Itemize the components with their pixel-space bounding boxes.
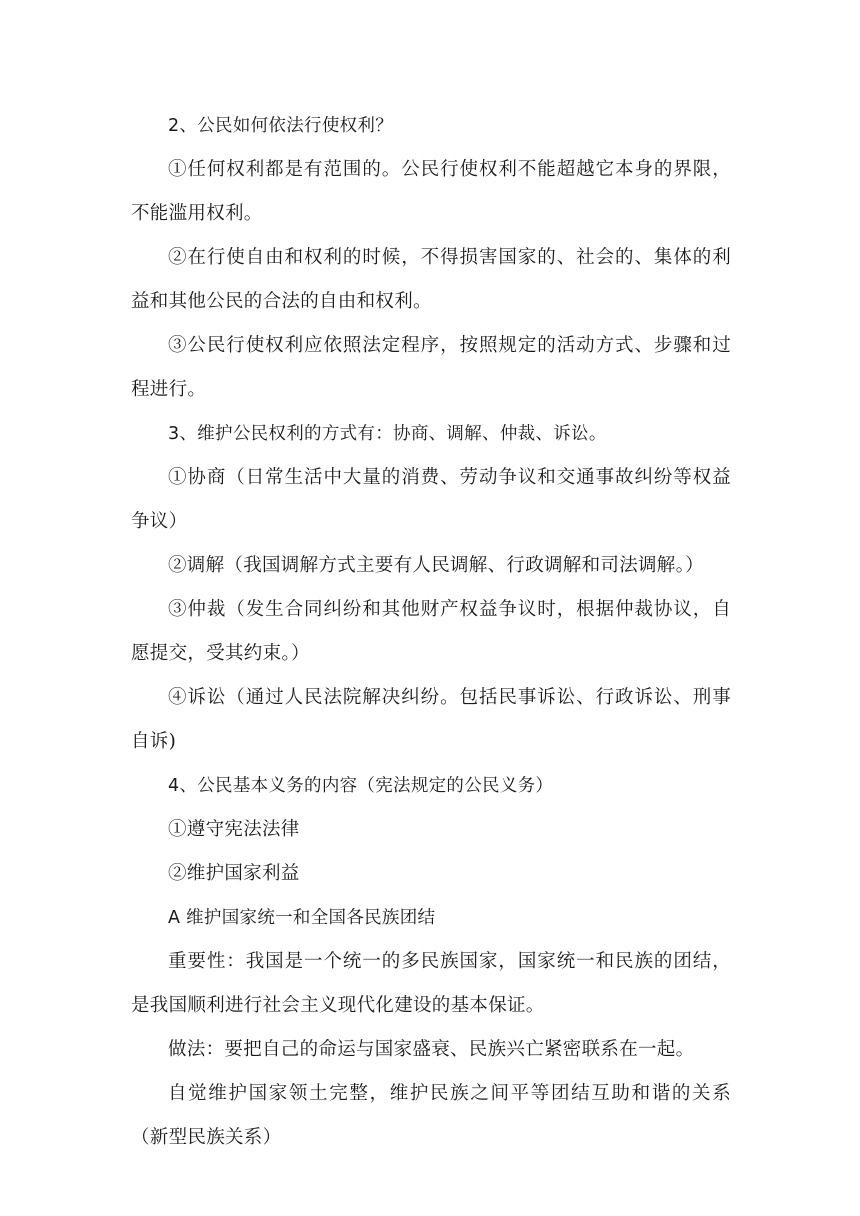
paragraph: ②维护国家利益	[168, 863, 300, 884]
section-heading-3: 3、维护公民权利的方式有：协商、调解、仲裁、诉讼。	[168, 424, 607, 444]
paragraph: ①遵守宪法法律	[168, 819, 300, 840]
paragraph: ③仲裁（发生合同纠纷和其他财产权益争议时，根据仲裁协议，自愿提交，受其约束。）	[131, 599, 731, 664]
paragraph: ①任何权利都是有范围的。公民行使权利不能超越它本身的界限，不能滥用权利。	[131, 159, 731, 224]
document-body	[131, 104, 731, 1160]
section-heading-2: 2、公民如何依法行使权利？	[168, 116, 394, 136]
paragraph: ②调解（我国调解方式主要有人民调解、行政调解和司法调解。）	[168, 555, 704, 576]
paragraph: ④诉讼（通过人民法院解决纠纷。包括民事诉讼、行政诉讼、刑事自诉)	[131, 687, 731, 752]
paragraph: ③公民行使权利应依照法定程序，按照规定的活动方式、步骤和过程进行。	[131, 335, 731, 400]
paragraph: 自觉维护国家领土完整，维护民族之间平等团结互助和谐的关系（新型民族关系）	[131, 1083, 731, 1148]
paragraph: 重要性：我国是一个统一的多民族国家，国家统一和民族的团结，是我国顺利进行社会主义现代化建设的基本保证。	[131, 951, 731, 1016]
paragraph: 做法：要把自己的命运与国家盛衰、民族兴亡紧密联系在一起。	[168, 1039, 695, 1060]
subheading-a: A 维护国家统一和全国各民族团结	[168, 908, 436, 928]
paragraph: ②在行使自由和权利的时候，不得损害国家的、社会的、集体的利益和其他公民的合法的自由和权利。	[131, 247, 731, 312]
paragraph: ①协商（日常生活中大量的消费、劳动争议和交通事故纠纷等权益争议）	[131, 467, 731, 532]
section-heading-4: 4、公民基本义务的内容（宪法规定的公民义务）	[168, 776, 554, 796]
